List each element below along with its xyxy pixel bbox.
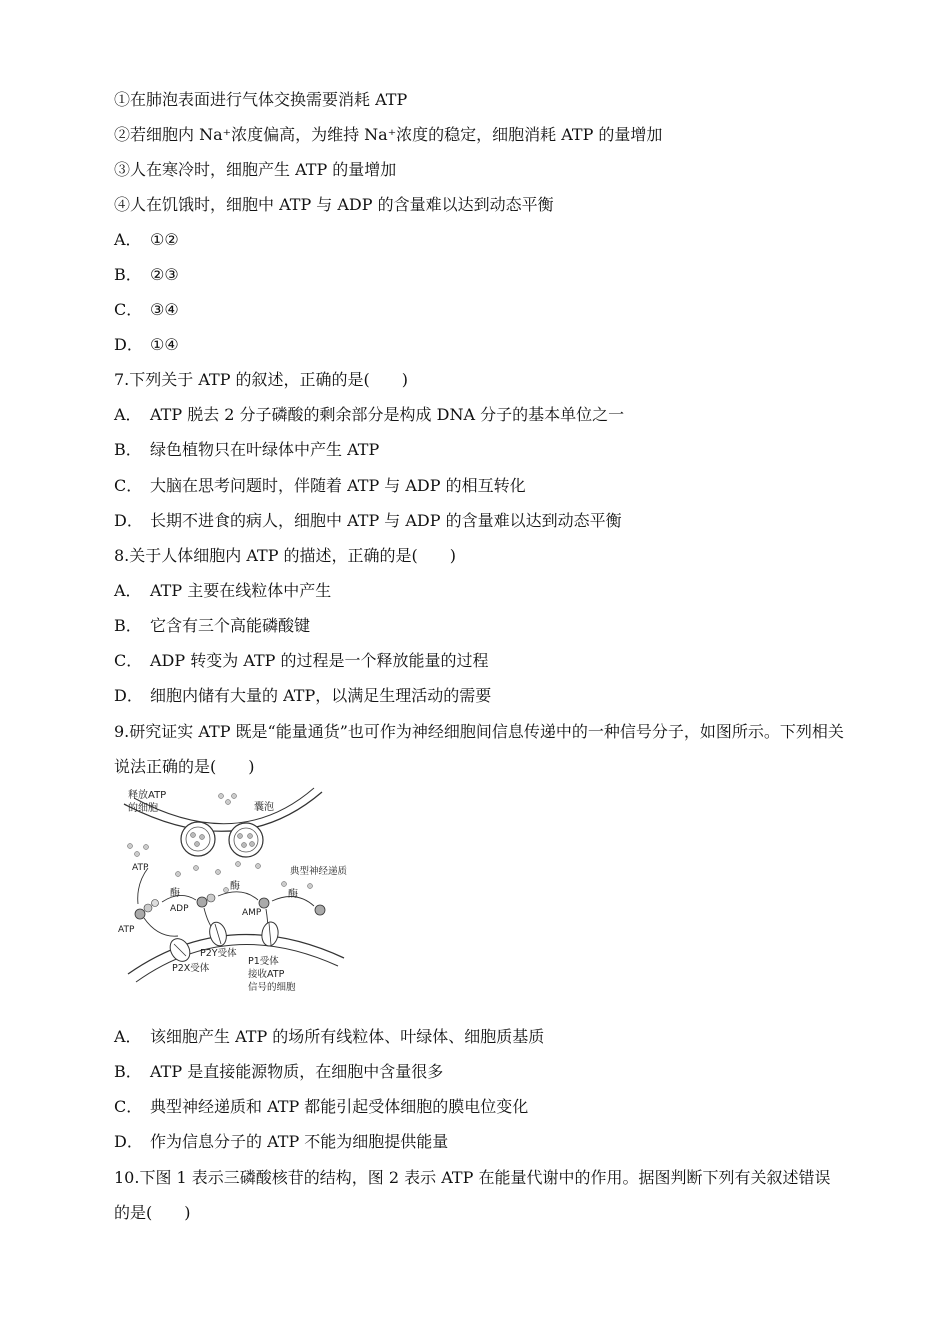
option-text: ③④ [150, 300, 179, 319]
label-atp-top: ATP [132, 863, 149, 873]
option-letter: C． [114, 476, 143, 495]
label-p2x-receptor: P2X受体 [172, 963, 210, 974]
label-p1-receptor-2: 接收ATP [248, 969, 285, 980]
q9-stem: 9.研究证实 ATP 既是“能量通货”也可作为神经细胞间信息传递中的一种信号分子，如图所示。下列相关说法正确的是( ) [114, 722, 844, 776]
label-neurotransmitter: 典型神经递质 [290, 866, 348, 877]
label-release-cell-1: 释放ATP [128, 790, 167, 801]
option-letter: A． [114, 405, 142, 424]
label-release-cell-2: 的细胞 [128, 803, 158, 814]
label-enzyme-1: 酶 [170, 888, 180, 899]
option-text: 它含有三个高能磷酸键 [150, 616, 311, 635]
option-text: 长期不进食的病人，细胞中 ATP 与 ADP 的含量难以达到动态平衡 [150, 511, 622, 530]
q6-statement-4: ④人在饥饿时，细胞中 ATP 与 ADP 的含量难以达到动态平衡 [114, 195, 554, 214]
option-letter: A． [114, 1027, 142, 1046]
option-text: 该细胞产生 ATP 的场所有线粒体、叶绿体、细胞质基质 [150, 1027, 545, 1046]
q7-option-b [114, 439, 379, 461]
q8-option-a [114, 580, 331, 602]
option-letter: A． [114, 581, 142, 600]
option-letter: B． [114, 440, 142, 459]
q7-option-d [114, 510, 622, 532]
option-text: ATP 是直接能源物质，在细胞中含量很多 [150, 1062, 444, 1081]
option-letter: B． [114, 1062, 142, 1081]
label-enzyme-2: 酶 [230, 881, 240, 892]
atp-signal-figure [118, 784, 362, 998]
q9-option-d [114, 1131, 448, 1153]
option-text: ADP 转变为 ATP 的过程是一个释放能量的过程 [150, 651, 489, 670]
q6-option-c [114, 299, 179, 321]
q9-option-c [114, 1096, 528, 1118]
label-p1-receptor-3: 信号的细胞 [248, 982, 296, 993]
q9-option-b [114, 1061, 443, 1083]
label-adp: ADP [170, 904, 189, 914]
label-amp: AMP [242, 908, 262, 918]
q7-stem: 7.下列关于 ATP 的叙述，正确的是( ) [114, 370, 409, 389]
q6-option-d [114, 334, 179, 356]
label-p1-receptor-1: P1受体 [248, 956, 279, 967]
option-text: 大脑在思考问题时，伴随着 ATP 与 ADP 的相互转化 [150, 476, 526, 495]
option-text: ATP 主要在线粒体中产生 [150, 581, 332, 600]
q8-stem: 8.关于人体细胞内 ATP 的描述，正确的是( ) [114, 546, 457, 565]
q8-option-b [114, 615, 310, 637]
option-text: ①④ [150, 335, 179, 354]
q6-statement-1: ①在肺泡表面进行气体交换需要消耗 ATP [114, 90, 408, 109]
option-text: 典型神经递质和 ATP 都能引起受体细胞的膜电位变化 [150, 1097, 529, 1116]
option-letter: B． [114, 265, 142, 284]
q8-option-d [114, 685, 491, 707]
option-letter: B． [114, 616, 142, 635]
option-text: 细胞内储有大量的 ATP，以满足生理活动的需要 [150, 686, 492, 705]
option-text: 作为信息分子的 ATP 不能为细胞提供能量 [150, 1132, 449, 1151]
option-letter: C． [114, 300, 143, 319]
option-text: ①② [150, 230, 179, 249]
option-text: ATP 脱去 2 分子磷酸的剩余部分是构成 DNA 分子的基本单位之一 [150, 405, 625, 424]
option-letter: A． [114, 230, 142, 249]
q6-statement-2: ②若细胞内 Na⁺浓度偏高，为维持 Na⁺浓度的稳定，细胞消耗 ATP 的量增加 [114, 125, 663, 144]
label-vesicle: 囊泡 [254, 802, 274, 813]
label-p2y-receptor: P2Y受体 [200, 948, 237, 959]
option-letter: D． [114, 511, 143, 530]
q6-statement-3: ③人在寒冷时，细胞产生 ATP 的量增加 [114, 160, 397, 179]
q6-option-b [114, 264, 179, 286]
q10-stem: 10.下图 1 表示三磷酸核苷的结构，图 2 表示 ATP 在能量代谢中的作用。据图判断下列有关叙述错误的是( ) [114, 1168, 831, 1222]
option-letter: D． [114, 1132, 143, 1151]
option-letter: C． [114, 1097, 143, 1116]
option-letter: C． [114, 651, 143, 670]
q7-option-a [114, 404, 624, 426]
option-text: ②③ [150, 265, 179, 284]
q7-option-c [114, 475, 526, 497]
q8-option-c [114, 650, 489, 672]
option-letter: D． [114, 335, 143, 354]
q9-option-a [114, 1026, 544, 1048]
q6-option-a [114, 229, 179, 251]
label-enzyme-3: 酶 [288, 889, 298, 900]
label-atp-left: ATP [118, 925, 135, 935]
option-text: 绿色植物只在叶绿体中产生 ATP [150, 440, 380, 459]
option-letter: D． [114, 686, 143, 705]
